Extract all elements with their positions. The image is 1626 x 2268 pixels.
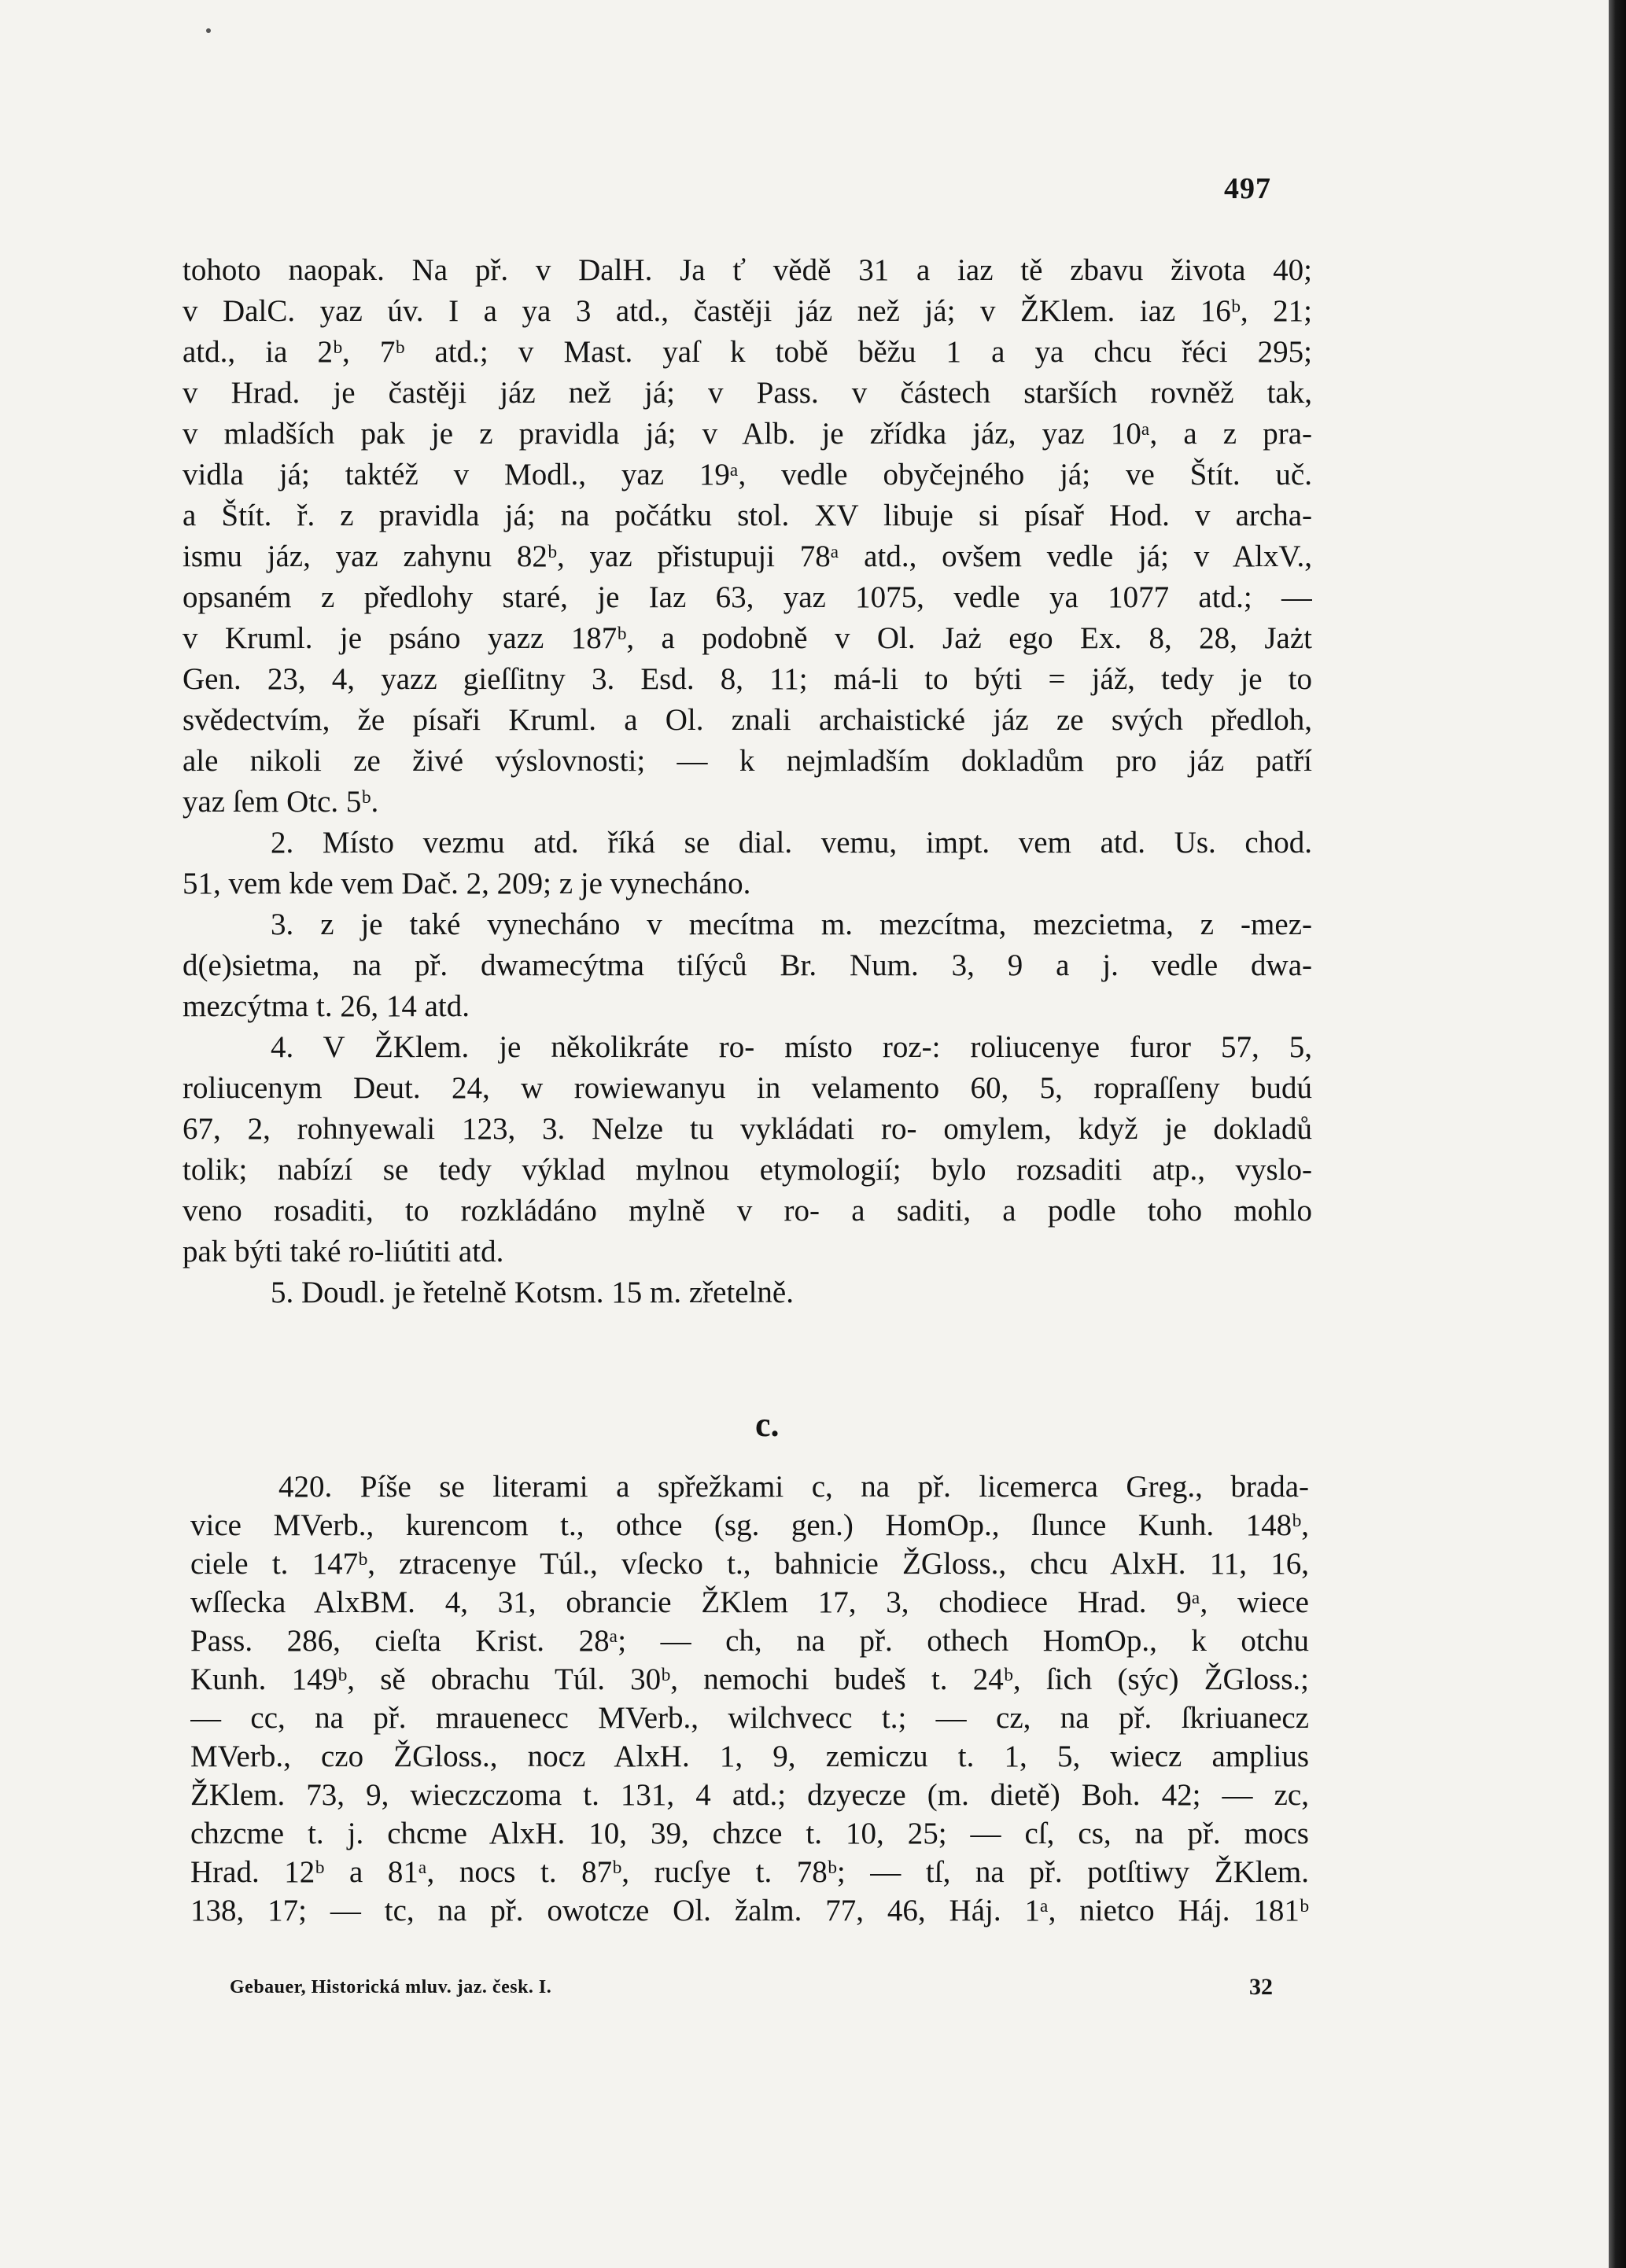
text-line: ismu jáz, yaz zahynu 82ᵇ, yaz přistupuji 78ᵃ atd., ovšem vedle já; v AlxV., [183, 539, 1312, 573]
text-line: vidla já; taktéž v Modl., yaz 19ᵃ, vedle obyčejného já; ve Štít. uč. [183, 458, 1312, 492]
text-line-item-5: 5. Doudl. je řetelně Kotsm. 15 m. zřetelně. [271, 1276, 794, 1309]
text-line: tolik; nabízí se tedy výklad mylnou etymologií; bylo rozsaditi atp., vyslo- [183, 1153, 1312, 1187]
text-line-item-3: 3. z je také vynecháno v mecítma m. mezcítma, mezcietma, z -mez- [271, 908, 1312, 941]
text-line: d(e)sietma, na př. dwamecýtma tiſýců Br. Num. 3, 9 a j. vedle dwa- [183, 948, 1312, 982]
text-line: Kunh. 149ᵇ, sě obrachu Túl. 30ᵇ, nemochi budeš t. 24ᵇ, ſich (sýc) ŽGloss.; [190, 1662, 1309, 1696]
scan-border [1609, 0, 1626, 2268]
text-line: opsaném z předlohy staré, je Iaz 63, yaz 1075, vedle ya 1077 atd.; — [183, 580, 1312, 614]
text-line-item-420: 420. Píše se literami a spřežkami c, na př. licemerca Greg., brada- [278, 1470, 1309, 1504]
footer-signature: Gebauer, Historická mluv. jaz. česk. I. [230, 1977, 552, 1997]
text-line: ciele t. 147ᵇ, ztracenye Túl., vſecko t., bahnicie ŽGloss., chcu AlxH. 11, 16, [190, 1547, 1309, 1581]
text-line: — cc, na př. mrauenecc MVerb., wilchvecc t.; — cz, na př. ſkriuanecz [190, 1701, 1309, 1735]
text-line: vice MVerb., kurencom t., othce (sg. gen.) HomOp., ſlunce Kunh. 148ᵇ, [190, 1508, 1309, 1542]
paragraph-block-420 [190, 1467, 1309, 1930]
text-line: v mladších pak je z pravidla já; v Alb. je zřídka jáz, yaz 10ᵃ, a z pra- [183, 417, 1312, 451]
text-line: 138, 17; — tc, na př. owotcze Ol. žalm. 77, 46, Háj. 1ᵃ, nietco Háj. 181ᵇ [190, 1894, 1309, 1927]
text-line: v DalC. yaz úv. I a ya 3 atd., častěji jáz než já; v ŽKlem. iaz 16ᵇ, 21; [183, 294, 1312, 328]
text-line: Gen. 23, 4, yazz gieſſitny 3. Esd. 8, 11; má-li to býti = jáž, tedy je to [183, 662, 1312, 696]
text-line: Hrad. 12ᵇ a 81ᵃ, nocs t. 87ᵇ, rucſye t. 78ᵇ; — tſ, na př. potſtiwy ŽKlem. [190, 1855, 1309, 1889]
text-line: a Štít. ř. z pravidla já; na počátku stol. XV libuje si písař Hod. v archa- [183, 499, 1312, 532]
text-line: wſſecka AlxBM. 4, 31, obrancie ŽKlem 17, 3, chodiece Hrad. 9ᵃ, wiece [190, 1585, 1309, 1619]
text-line: yaz ſem Otc. 5ᵇ. [183, 785, 379, 819]
text-line: 67, 2, rohnyewali 123, 3. Nelze tu vykládati ro- omylem, když je dokladů [183, 1112, 1312, 1146]
scan-speck [206, 28, 211, 33]
text-line-item-4: 4. V ŽKlem. je několikráte ro- místo roz-: roliucenye furor 57, 5, [271, 1030, 1312, 1064]
text-line: ŽKlem. 73, 9, wieczczoma t. 131, 4 atd.; dzyecze (m. dietě) Boh. 42; — zc, [190, 1778, 1309, 1812]
text-line: roliucenym Deut. 24, w rowiewanyu in velamento 60, 5, ropraſſeny budú [183, 1071, 1312, 1105]
page-number: 497 [1224, 172, 1271, 205]
text-line: pak býti také ro-liútiti atd. [183, 1235, 504, 1268]
text-line: atd., ia 2ᵇ, 7ᵇ atd.; v Mast. yaſ k tobě běžu 1 a ya chcu řéci 295; [183, 335, 1312, 369]
text-line: Pass. 286, cieſta Krist. 28ᵃ; — ch, na př. othech HomOp., k otchu [190, 1624, 1309, 1658]
text-line: 51, vem kde vem Dač. 2, 209; z je vynecháno. [183, 867, 751, 900]
text-line: chzcme t. j. chcme AlxH. 10, 39, chzce t. 10, 25; — cſ, cs, na př. mocs [190, 1817, 1309, 1850]
section-heading: c. [755, 1405, 780, 1444]
text-line: v Kruml. je psáno yazz 187ᵇ, a podobně v Ol. Jaż ego Ex. 8, 28, Jażt [183, 621, 1312, 655]
text-line: veno rosaditi, to rozkládáno mylně v ro- a saditi, a podle toho mohlo [183, 1194, 1312, 1228]
text-line: tohoto naopak. Na př. v DalH. Ja ť vědě 31 a iaz tě zbavu života 40; [183, 253, 1312, 287]
text-line: ale nikoli ze živé výslovnosti; — k nejmladším dokladům pro jáz patří [183, 744, 1312, 778]
text-line: v Hrad. je častěji jáz než já; v Pass. v částech starších rovněž tak, [183, 376, 1312, 410]
text-line: mezcýtma t. 26, 14 atd. [183, 989, 470, 1023]
paragraph-block-419 [183, 250, 1312, 1313]
text-line-item-2: 2. Místo vezmu atd. říká se dial. vemu, impt. vem atd. Us. chod. [271, 826, 1312, 860]
text-line: svědectvím, že písaři Kruml. a Ol. znali archaistické jáz ze svých předloh, [183, 703, 1312, 737]
footer-sheet-number: 32 [1249, 1974, 1273, 2000]
text-line: MVerb., czo ŽGloss., nocz AlxH. 1, 9, zemiczu t. 1, 5, wiecz amplius [190, 1740, 1309, 1773]
